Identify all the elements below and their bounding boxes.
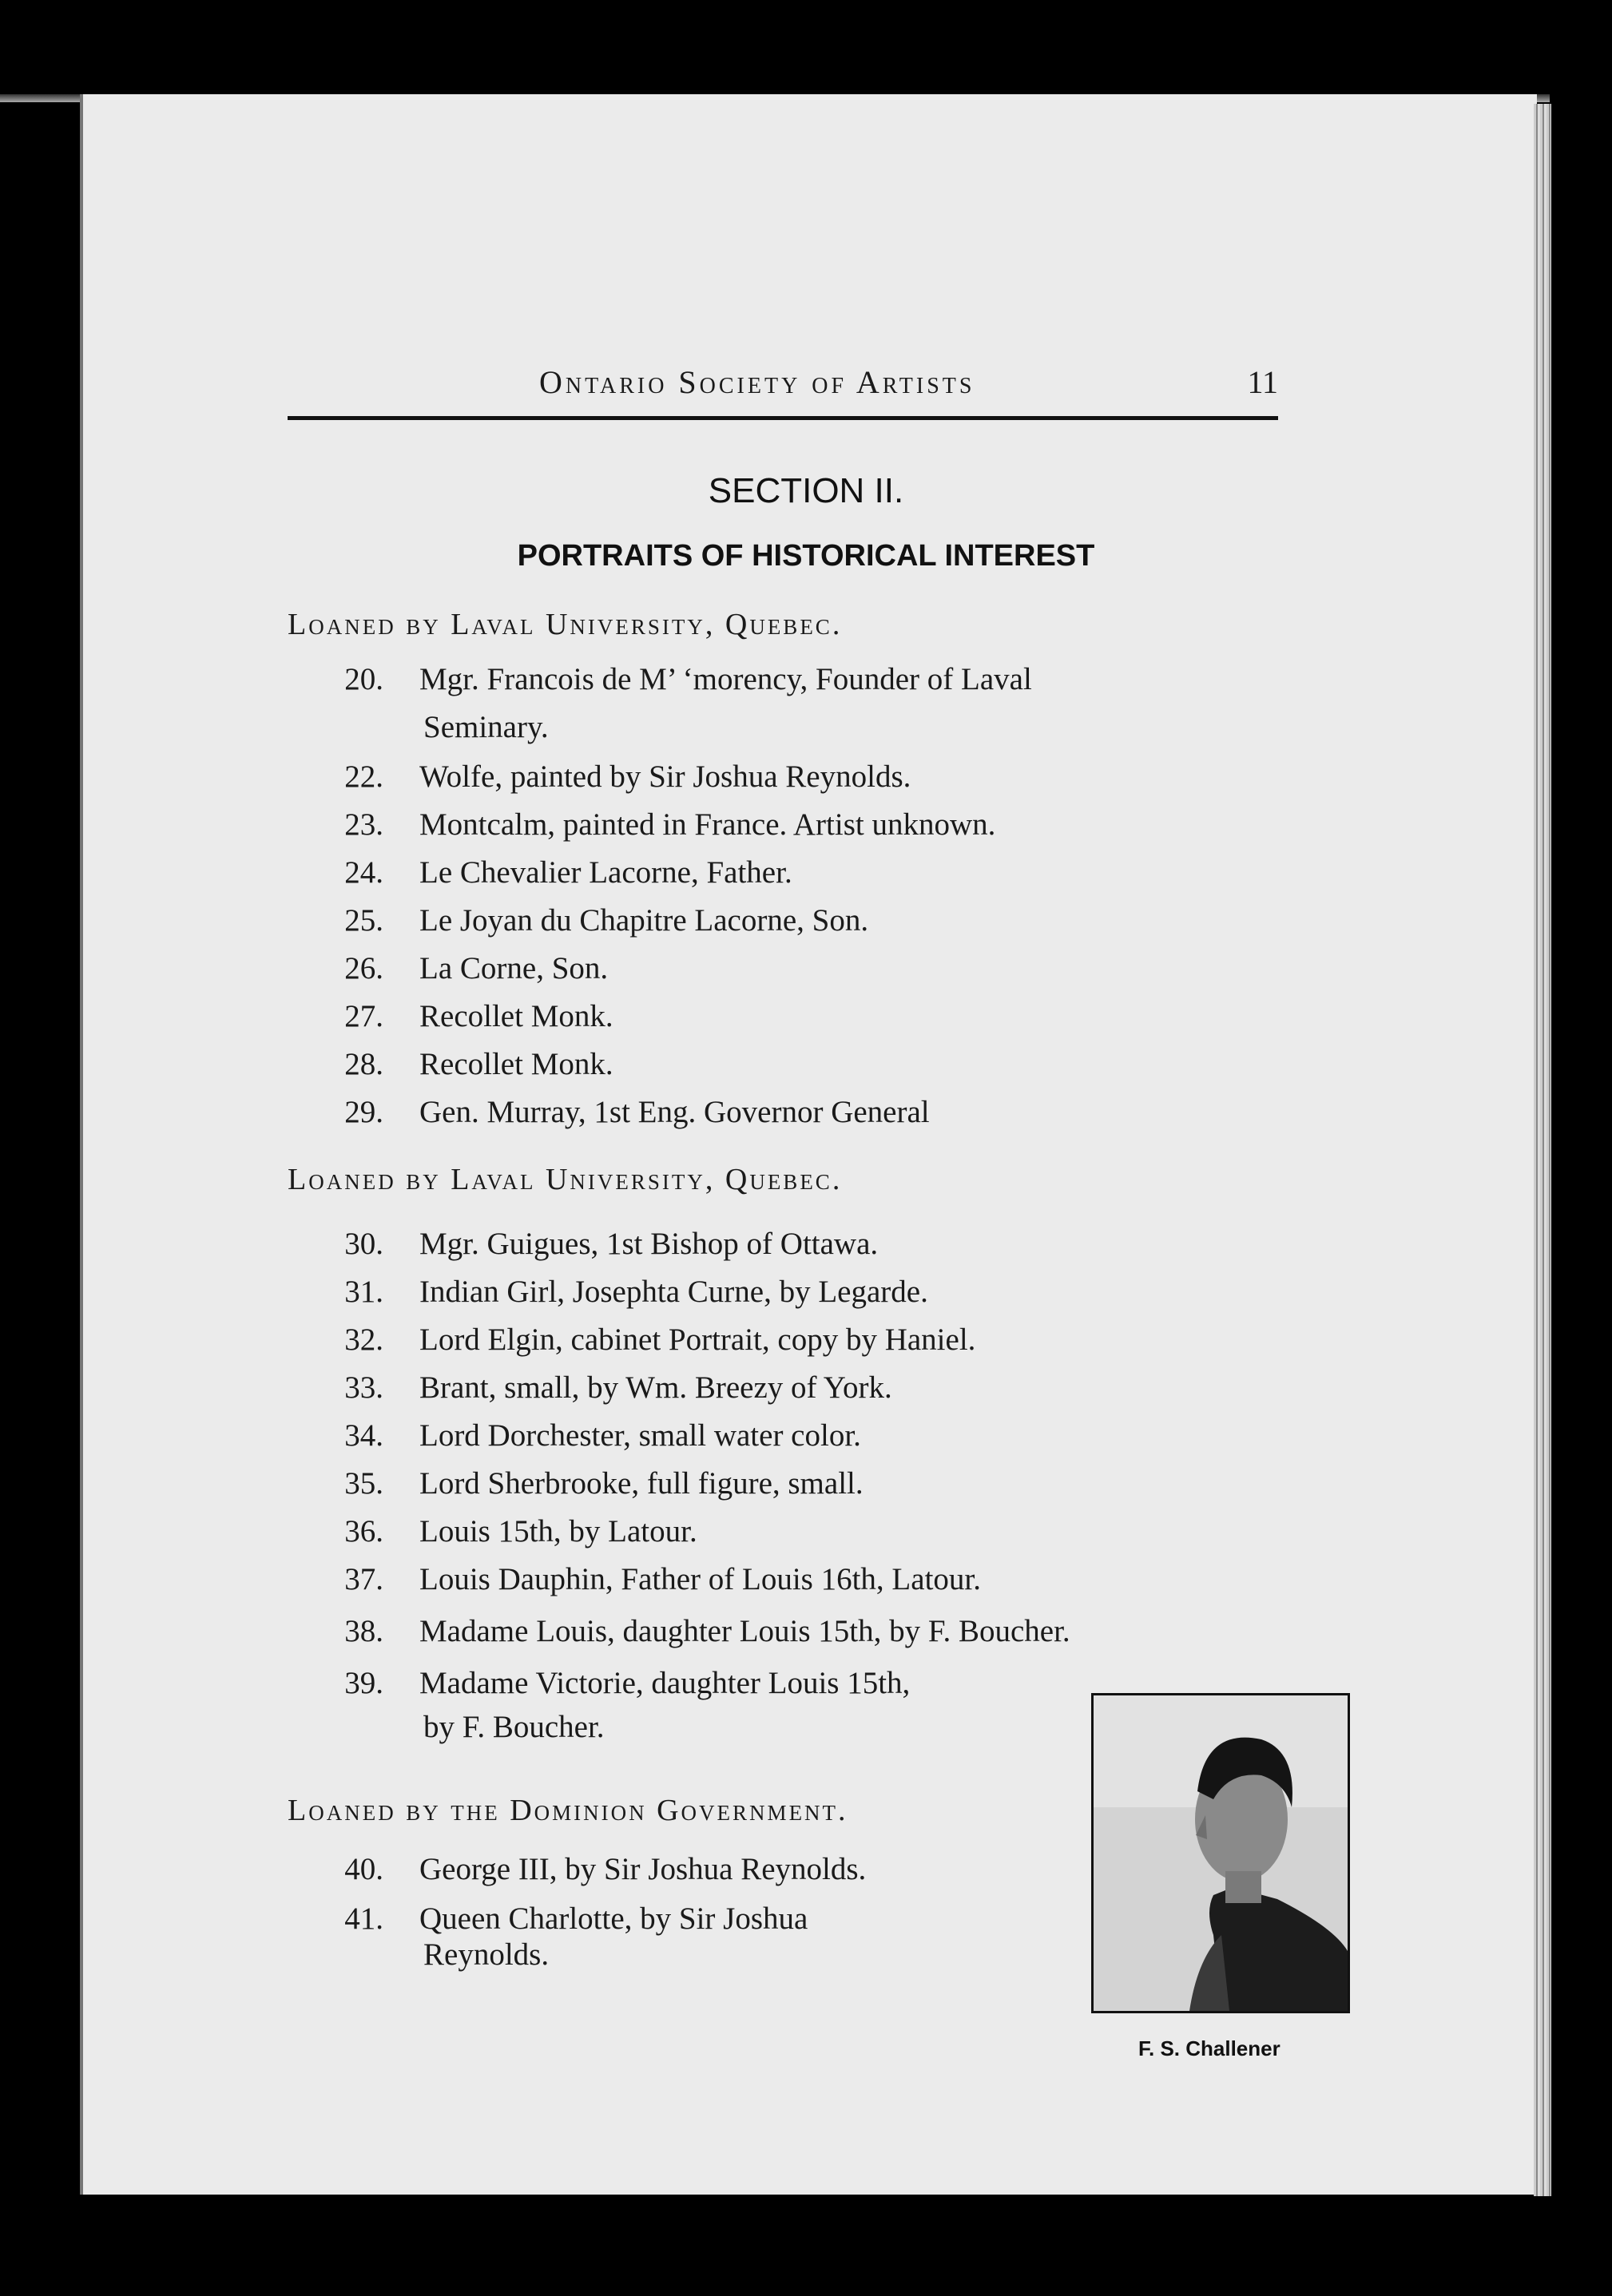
entry-text: Mgr. Francois de M’ ‘morency, Founder of Laval bbox=[419, 662, 1032, 696]
entry-text: Louis Dauphin, Father of Louis 16th, Latour. bbox=[419, 1562, 981, 1596]
entry-text: Recollet Monk. bbox=[419, 1047, 613, 1081]
entry-number: 29. bbox=[344, 1095, 383, 1129]
entry-number: 23. bbox=[344, 807, 383, 842]
entry-text: Lord Dorchester, small water color. bbox=[419, 1418, 861, 1453]
entry-text: George III, by Sir Joshua Reynolds. bbox=[419, 1852, 867, 1886]
photo-caption: F. S. Challener bbox=[1138, 2036, 1280, 2060]
entry-number: 24. bbox=[344, 855, 383, 890]
portrait-image bbox=[1094, 1695, 1348, 2011]
entry-text: Wolfe, painted by Sir Joshua Reynolds. bbox=[419, 759, 911, 794]
entry-number: 25. bbox=[344, 903, 383, 938]
page-number: 11 bbox=[1247, 364, 1278, 400]
entry-text: Gen. Murray, 1st Eng. Governor General bbox=[419, 1095, 930, 1129]
entry-text: Indian Girl, Josephta Curne, by Legarde. bbox=[419, 1275, 928, 1309]
entry-number: 35. bbox=[344, 1466, 383, 1501]
entry-text: Madame Victorie, daughter Louis 15th, bbox=[419, 1666, 911, 1700]
portrait-photo bbox=[1091, 1693, 1350, 2013]
running-header bbox=[288, 363, 1278, 411]
entry-text: Lord Sherbrooke, full figure, small. bbox=[419, 1466, 864, 1501]
entry-number: 22. bbox=[344, 759, 383, 794]
loan-heading: Loaned by Laval University, Quebec. bbox=[288, 1163, 843, 1196]
running-title: Ontario Society of Artists bbox=[539, 364, 975, 400]
entry-text: Madame Louis, daughter Louis 15th, by F. Boucher. bbox=[419, 1614, 1070, 1648]
entry-text-continued: by F. Boucher. bbox=[423, 1710, 605, 1744]
entry-number: 30. bbox=[344, 1227, 383, 1261]
header-rule bbox=[288, 416, 1278, 420]
entry-number: 37. bbox=[344, 1562, 383, 1596]
loan-heading: Loaned by Laval University, Quebec. bbox=[288, 608, 843, 641]
section-title: SECTION II. bbox=[708, 471, 904, 510]
entry-text: Recollet Monk. bbox=[419, 999, 613, 1033]
entry-text: La Corne, Son. bbox=[419, 951, 609, 985]
entry-text: Queen Charlotte, by Sir Joshua bbox=[419, 1901, 808, 1936]
entry-text-continued: Reynolds. bbox=[423, 1937, 550, 1972]
entry-number: 28. bbox=[344, 1047, 383, 1081]
entry-number: 38. bbox=[344, 1614, 383, 1648]
entry-number: 20. bbox=[344, 662, 383, 696]
entry-number: 27. bbox=[344, 999, 383, 1033]
entry-text-continued: Seminary. bbox=[423, 710, 549, 744]
entry-number: 41. bbox=[344, 1901, 383, 1936]
entry-number: 34. bbox=[344, 1418, 383, 1453]
entry-text: Le Chevalier Lacorne, Father. bbox=[419, 855, 792, 890]
entry-text: Lord Elgin, cabinet Portrait, copy by Haniel. bbox=[419, 1322, 976, 1357]
loan-heading: Loaned by the Dominion Government. bbox=[288, 1794, 848, 1827]
entry-text: Mgr. Guigues, 1st Bishop of Ottawa. bbox=[419, 1227, 879, 1261]
section-subtitle: PORTRAITS OF HISTORICAL INTEREST bbox=[517, 539, 1095, 573]
entry-number: 26. bbox=[344, 951, 383, 985]
page-stack-edge bbox=[1534, 104, 1551, 2196]
entry-number: 32. bbox=[344, 1322, 383, 1357]
entry-text: Brant, small, by Wm. Breezy of York. bbox=[419, 1370, 892, 1405]
entry-number: 39. bbox=[344, 1666, 383, 1700]
entry-number: 36. bbox=[344, 1514, 383, 1549]
entry-number: 33. bbox=[344, 1370, 383, 1405]
entry-text: Le Joyan du Chapitre Lacorne, Son. bbox=[419, 903, 869, 938]
entry-number: 31. bbox=[344, 1275, 383, 1309]
entry-number: 40. bbox=[344, 1852, 383, 1886]
entry-text: Montcalm, painted in France. Artist unknown. bbox=[419, 807, 996, 842]
entry-text: Louis 15th, by Latour. bbox=[419, 1514, 697, 1549]
